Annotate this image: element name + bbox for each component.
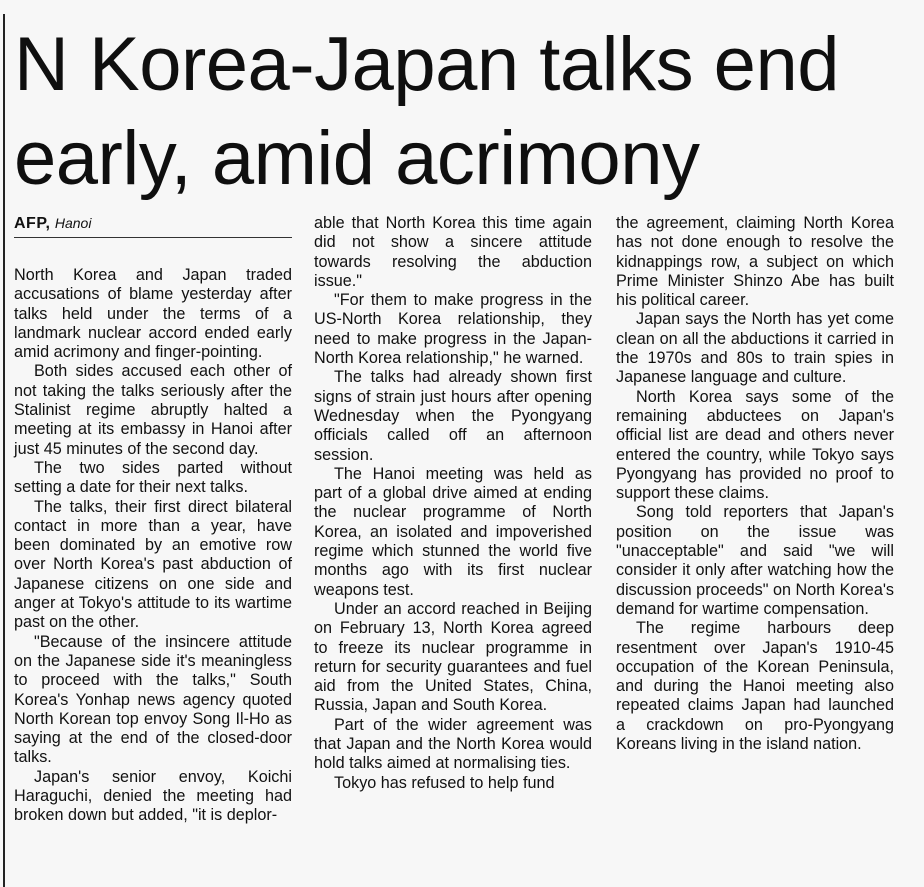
paragraph: North Korea says some of the remaining abductees on Japan's official list are dead and others never entered the country, while Tokyo says Pyongyang has provided no proof to support these claims.	[616, 387, 894, 503]
headline-line-1: N Korea-Japan talks end	[14, 22, 839, 107]
byline-agency: AFP,	[14, 215, 51, 232]
paragraph: Both sides accused each other of not taking the talks seriously after the Stalinist regime abruptly halted a meeting at its embassy in Hanoi after just 45 minutes of the second day.	[14, 362, 292, 458]
paragraph: Japan's senior envoy, Koichi Haraguchi, denied the meeting had broken down but added, "it is deplor-	[14, 767, 292, 825]
paragraph: able that North Korea this time again did not show a sincere attitude towards resolving the abduction issue."	[314, 214, 592, 290]
paragraph: The talks, their first direct bilateral contact in more than a year, have been dominated by an emotive row over North Korea's past abduction of Japanese citizens on one side and anger at Tokyo's attitude to its wartime past on the other.	[14, 497, 292, 632]
headline-line-2: early, amid acrimony	[14, 116, 700, 201]
paragraph: The talks had already shown first signs of strain just hours after opening Wednesday when the Pyongyang officials called off an afternoon session.	[314, 368, 592, 464]
paragraph: Song told reporters that Japan's position on the issue was "unacceptable" and said "we will consider it only after watching how the discussion proceeds" on North Korea's demand for wartime compensation.	[616, 503, 894, 618]
byline	[14, 214, 292, 238]
paragraph: North Korea and Japan traded accusations of blame yesterday after talks held under the terms of a landmark nuclear accord ended early amid acrimony and finger-pointing.	[14, 266, 292, 362]
paragraph: Japan says the North has yet come clean on all the abductions it carried in the 1970s and 80s to train spies in Japanese language and culture.	[616, 310, 894, 387]
article-column-1	[14, 214, 292, 826]
article-column-3	[616, 214, 894, 754]
paragraph: Tokyo has refused to help fund	[334, 773, 555, 792]
headline	[14, 18, 914, 206]
paragraph: "Because of the insincere attitude on the Japanese side it's meaningless to proceed with the talks," South Korea's Yonhap news agency quoted North Korean top envoy Song Il-Ho as saying at the end of the closed-door talks.	[14, 632, 292, 767]
byline-place: Hanoi	[54, 215, 92, 231]
paragraph: The Hanoi meeting was held as part of a global drive aimed at ending the nuclear programme of North Korea, an isolated and impoverished regime which stunned the world five months ago with its first nuclear weapons test.	[314, 464, 592, 599]
paragraph: the agreement, claiming North Korea has not done enough to resolve the kidnappings row, a subject on which Prime Minister Shinzo Abe has built his political career.	[616, 214, 894, 310]
paragraph: "For them to make progress in the US-North Korea relationship, they need to make progress in the Japan-North Korea relationship," he warned.	[314, 291, 592, 368]
column-rule	[3, 14, 5, 887]
article-column-2	[314, 214, 592, 793]
paragraph: Part of the wider agreement was that Japan and the North Korea would hold talks aimed at normalising ties.	[314, 715, 592, 773]
paragraph: The regime harbours deep resentment over Japan's 1910-45 occupation of the Korean Peninsula, and during the Hanoi meeting also repeated claims Japan had launched a crackdown on pro-Pyongyang Koreans living in the island nation.	[616, 619, 894, 754]
paragraph: Under an accord reached in Beijing on February 13, North Korea agreed to freeze its nuclear programme in return for security guarantees and fuel aid from the United States, China, Russia, Japan and South Korea.	[314, 599, 592, 715]
paragraph: The two sides parted without setting a date for their next talks.	[14, 458, 292, 497]
